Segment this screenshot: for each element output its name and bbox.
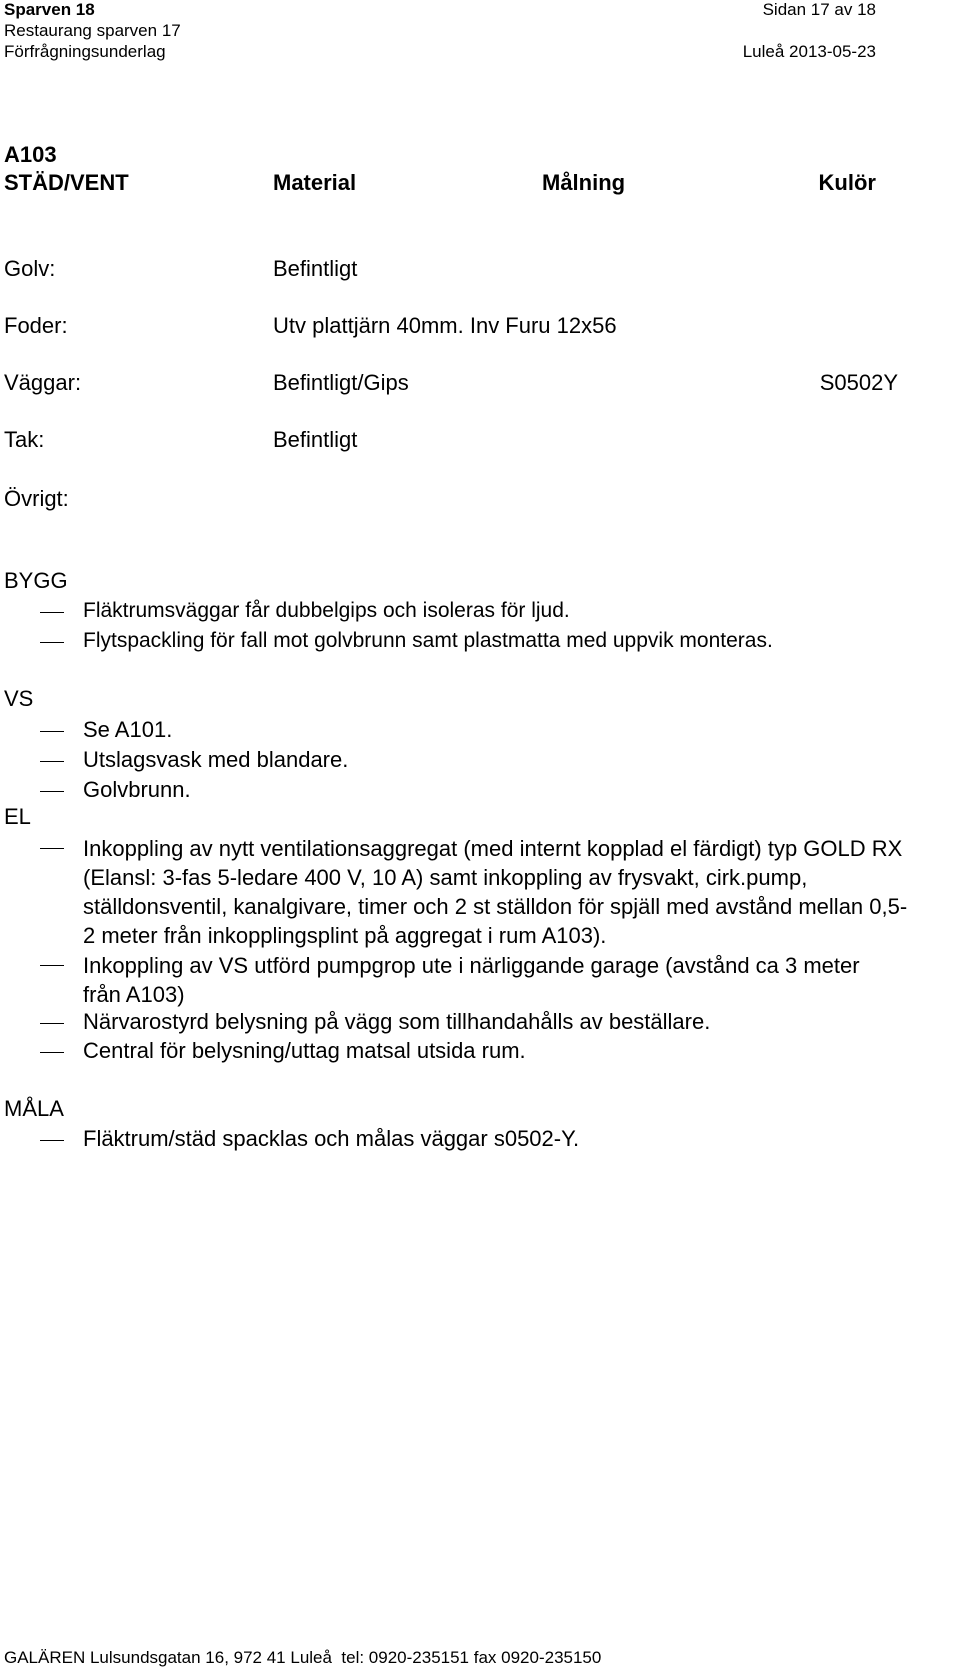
el-list: Inkoppling av nytt ventilationsaggregat (med internt kopplad el färdigt) typ GOLD RX (Elansl: 3-fas 5-ledare 400 V, 10 A) samt inkoppling av frysvakt, cirk.pump, ställdonsventil, kanalgivare, timer och 2 st ställdon för spjäll med avstånd mellan 0,5-2 meter från inkopplingsplint på aggregat i rum A103). Inkoppling av VS utförd pumpgrop ute i närliggande garage (avstånd ca 3 meter från A103) Närvarostyrd belysning på vägg som tillhandahålls av beställare. Central för belysning/uttag matsal utsida rum. [0,834,960,1064]
mala-list: Fläktrum/städ spacklas och målas väggar s0502-Y. [0,1126,960,1156]
list-item: Fläktrumsväggar får dubbelgips och isoleras för ljud. [0,598,960,628]
row-material: Befintligt [273,427,358,452]
document-type: Förfrågningsunderlag [4,42,166,61]
section-title-el: EL [4,804,31,829]
row-color: S0502Y [819,370,898,395]
row-material: Utv plattjärn 40mm. Inv Furu 12x56 [273,313,617,338]
room-code: A103 [4,142,57,167]
dash-bullet-icon [40,612,64,613]
dash-bullet-icon [40,848,64,849]
column-color: Kulör [818,170,876,195]
column-painting: Målning [542,170,626,195]
vs-list [0,717,960,807]
dash-bullet-icon [40,791,64,792]
dash-bullet-icon [40,642,64,643]
project-subtitle: Restaurang sparven 17 [4,21,181,40]
list-item: Flytspackling för fall mot golvbrunn samt plastmatta med uppvik monteras. [0,628,960,658]
section-title-mala: MÅLA [4,1096,64,1121]
section-title-bygg: BYGG [4,568,68,593]
bygg-list [0,598,960,658]
footer-contact: GALÄREN Lulsundsgatan 16, 972 41 Luleå tel: 0920-235151 fax 0920-235150 [4,1648,602,1667]
column-material: Material [273,170,357,195]
row-label: Väggar: [4,370,82,395]
page-number: Sidan 17 av 18 [762,0,876,19]
row-label: Tak: [4,427,45,452]
room-name: STÄD/VENT [4,170,129,195]
other-label: Övrigt: [4,486,69,511]
list-item: Utslagsvask med blandare. [0,747,960,777]
dash-bullet-icon [40,1052,64,1053]
dash-bullet-icon [40,1140,64,1141]
project-name: Sparven 18 [4,0,95,19]
section-title-vs: VS [4,686,34,711]
list-item: Se A101. [0,717,960,747]
place-date: Luleå 2013-05-23 [742,42,876,61]
row-material: Befintligt [273,256,358,281]
row-material: Befintligt/Gips [273,370,409,395]
dash-bullet-icon [40,731,64,732]
dash-bullet-icon [40,965,64,966]
dash-bullet-icon [40,761,64,762]
dash-bullet-icon [40,1023,64,1024]
row-label: Foder: [4,313,68,338]
row-label: Golv: [4,256,56,281]
list-item: Golvbrunn. [0,777,960,807]
